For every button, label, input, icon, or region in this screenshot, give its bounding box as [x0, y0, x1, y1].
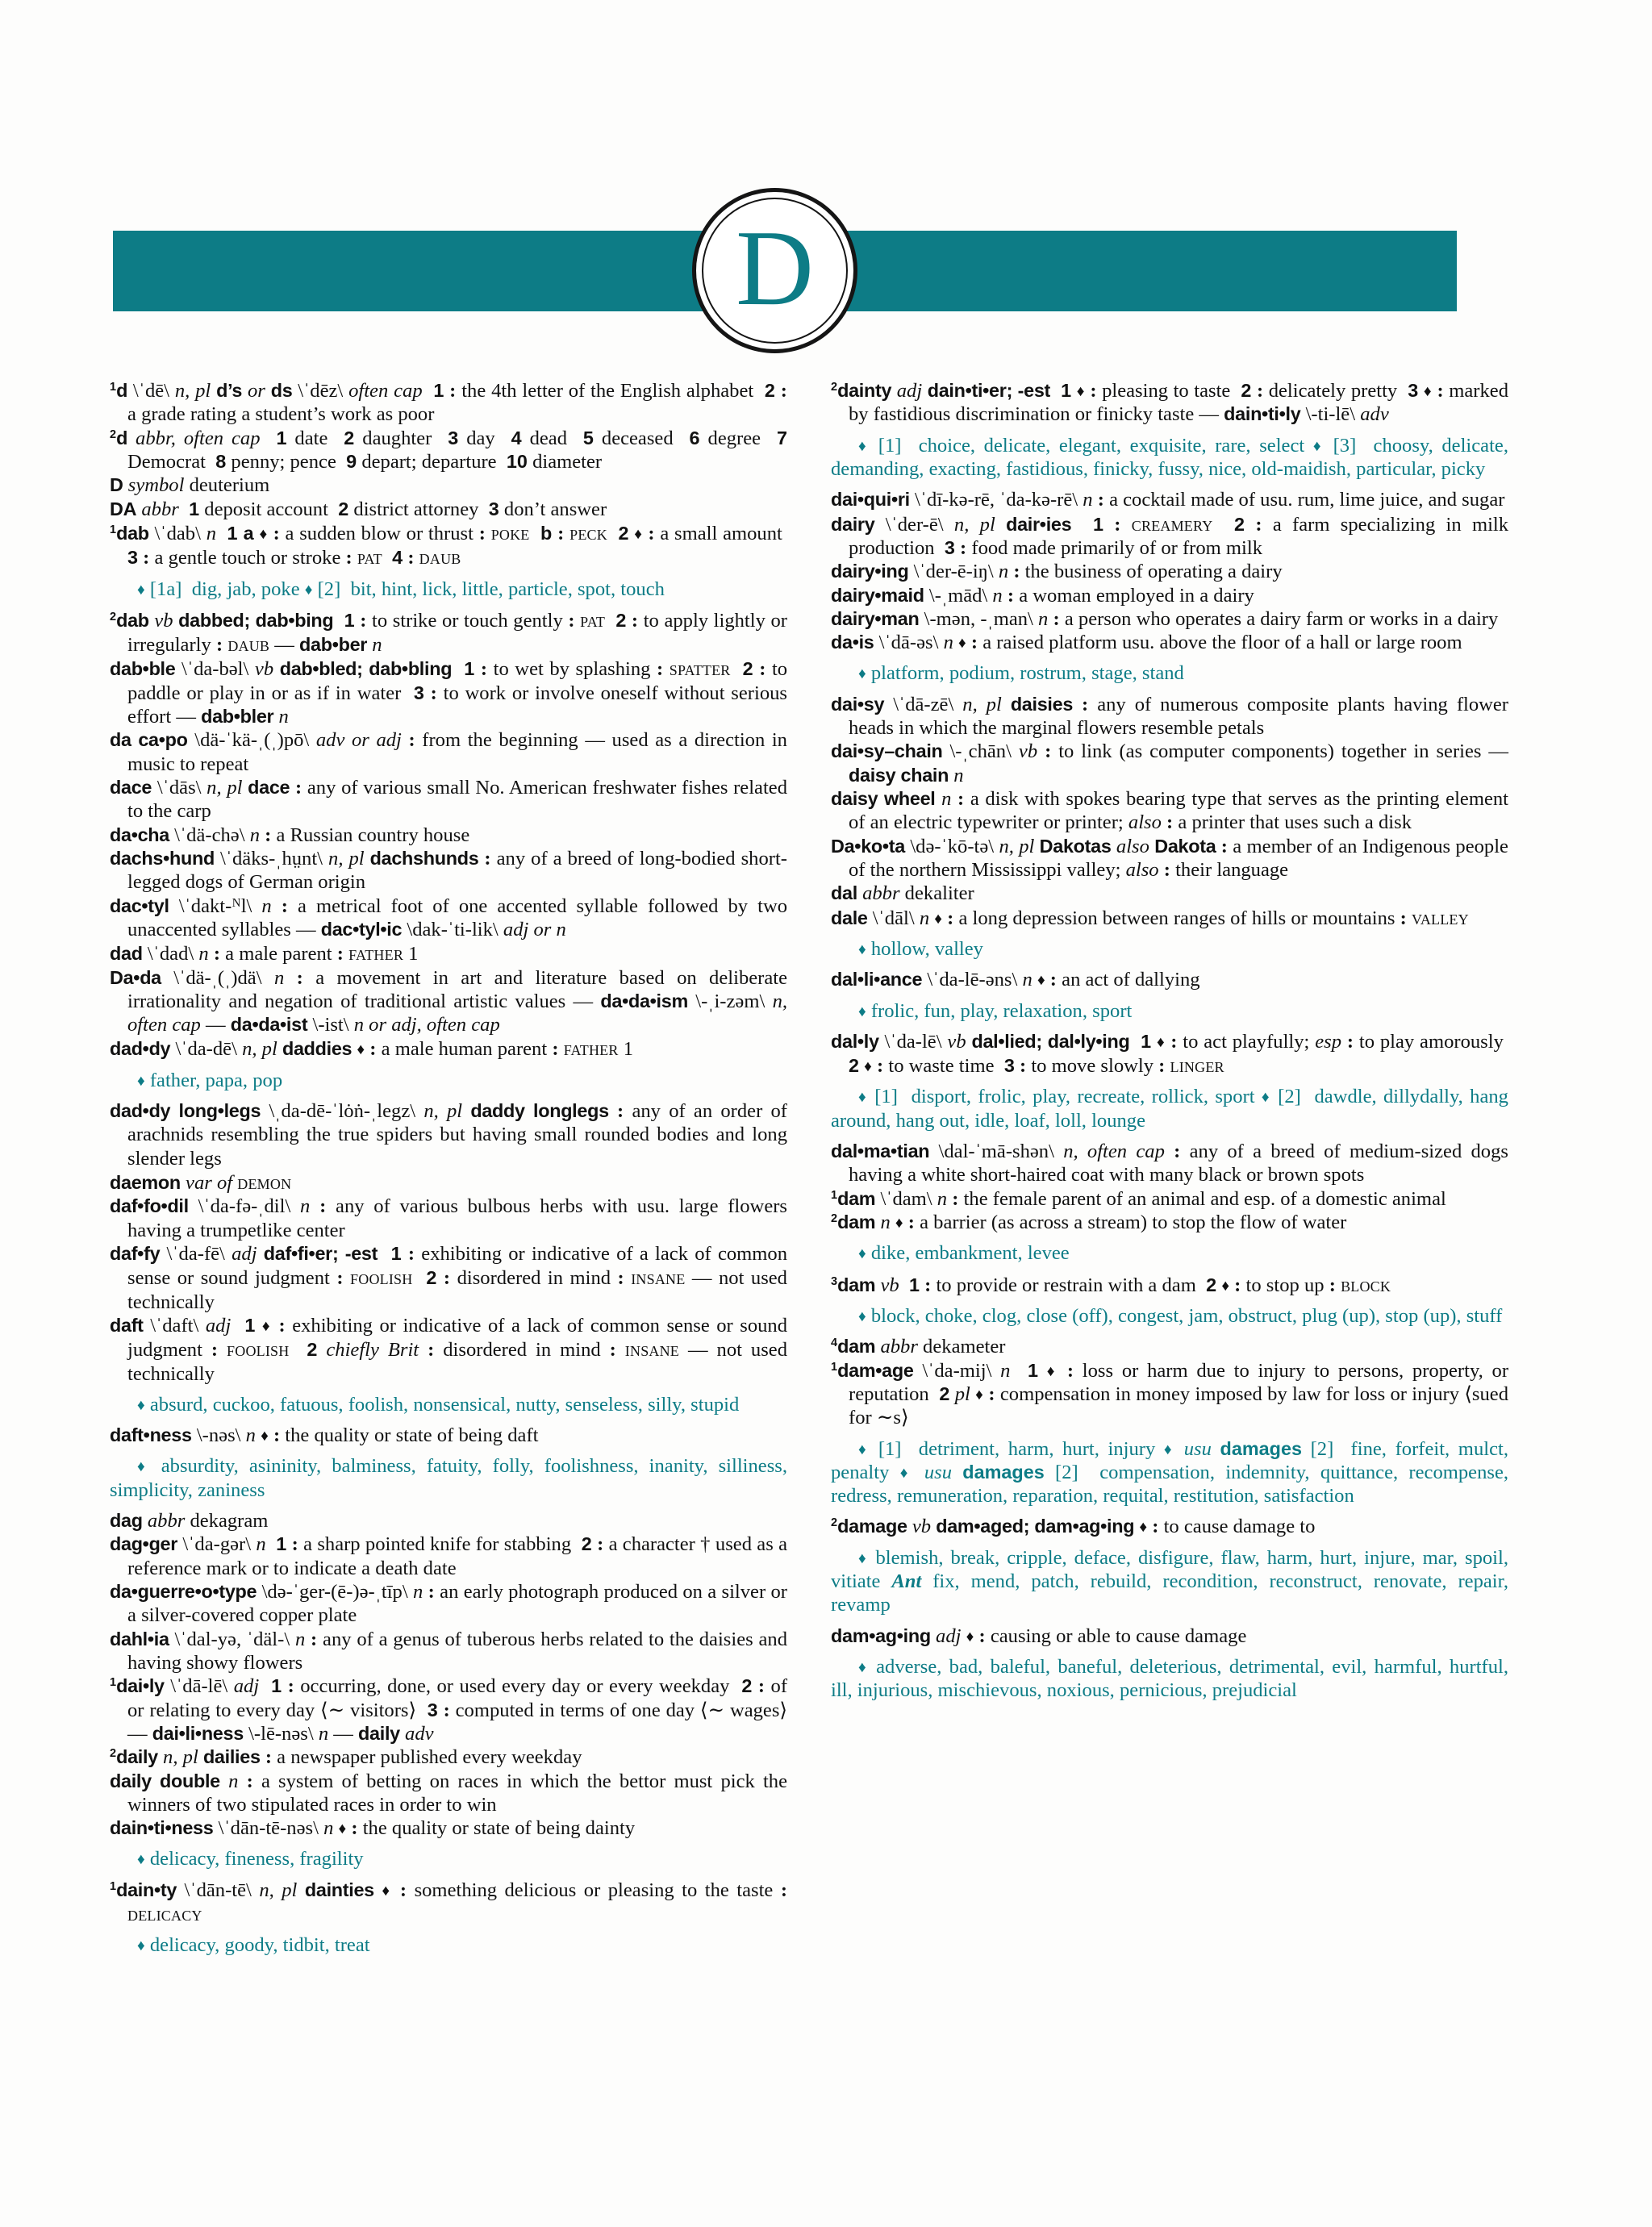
dictionary-entry: dairy•maid \-ˌmād\ n : a woman employed in a dairy	[831, 584, 1254, 607]
dictionary-entry: $^1$dai•ly \ˈdā-lē\ adj 1 : occurring, done, or used every day or every weekday 2 : of or relating to every day ⟨∼ visitors⟩ 3 : computed in terms of one day ⟨∼ wages⟩ — dai•li•ness \-lē-nəs\ n — daily adv	[110, 1675, 788, 1745]
synonym-line: ♦ delicacy, goody, tidbit, treat	[137, 1934, 370, 1957]
left-column	[110, 379, 787, 1965]
dictionary-entry: da•cha \ˈdä-chə\ n : a Russian country house	[110, 824, 470, 846]
synonym-line: ♦ absurdity, asininity, balminess, fatuity, folly, foolishness, inanity, silliness, simplicity, zaniness	[110, 1455, 787, 1501]
letter-medallion	[692, 188, 857, 353]
dictionary-entry: $^2$damage vb dam•aged; dam•ag•ing ♦ : to cause damage to	[831, 1516, 1316, 1538]
dictionary-entry: dal•ly \ˈda-lē\ vb dal•lied; dal•ly•ing 1 ♦ : to act playfully; esp : to play amorously 2 ♦ : to waste time 3 : to move slowly : linger	[831, 1030, 1509, 1078]
dictionary-entry: DA abbr 1 deposit account 2 district attorney 3 don’t answer	[110, 498, 607, 520]
synonym-line: ♦ delicacy, fineness, fragility	[137, 1848, 364, 1870]
synonym-line: ♦ hollow, valley	[858, 937, 983, 960]
dictionary-entry: dain•ti•ness \ˈdān-tē-nəs\ n ♦ : the quality or state of being dainty	[110, 1817, 636, 1840]
synonym-line: ♦ block, choke, clog, close (off), congest, jam, obstruct, plug (up), stop (up), stuff	[858, 1304, 1503, 1327]
dictionary-entry: daisy wheel n : a disk with spokes bearing type that serves as the printing element of an electric typewriter or printer; also : a printer that uses such a disk	[831, 788, 1508, 834]
dictionary-entry: daf•fy \ˈda-fē\ adj daf•fi•er; -est 1 : exhibiting or indicative of a lack of common sense or sound judgment : foolish 2 : disordered in mind : insane — not used technically	[110, 1242, 788, 1313]
dictionary-entry: dai•sy–chain \-ˌchān\ vb : to link (as computer components) together in series — daisy chain n	[831, 740, 1509, 786]
synonym-line: ♦ platform, podium, rostrum, stage, stand	[858, 662, 1184, 685]
dictionary-entry: $^2$dainty adj dain•ti•er; -est 1 ♦ : pleasing to taste 2 : delicately pretty 3 ♦ : marked by fastidious discrimination or finicky taste — dain•ti•ly \-ti-lē\ adv	[831, 380, 1508, 426]
dictionary-entry: daf•fo•dil \ˈda-fə-ˌdil\ n : any of various bulbous herbs with usu. large flowers having a trumpetlike center	[110, 1195, 787, 1241]
dictionary-entry: dal•li•ance \ˈda-lē-əns\ n ♦ : an act of dallying	[831, 969, 1200, 991]
synonym-line: ♦ adverse, bad, baleful, baneful, deleterious, detrimental, evil, harmful, hurtful, ill, injurious, mischievous, noxious, pernicious, prejudicial	[831, 1656, 1508, 1702]
dictionary-entry: $^1$dain•ty \ˈdān-tē\ n, pl dainties ♦ : something delicious or pleasing to the taste : delicacy	[110, 1879, 788, 1926]
dictionary-entry: $^2$daily n, pl dailies : a newspaper published every weekday	[110, 1746, 582, 1769]
dictionary-entry: $^1$dam•age \ˈda-mij\ n 1 ♦ : loss or harm due to injury to persons, property, or reputation 2 pl ♦ : compensation in money imposed by law for loss or injury ⟨sued for ∼s⟩	[831, 1359, 1509, 1429]
synonym-line: ♦ dike, embankment, levee	[858, 1242, 1070, 1265]
dictionary-entry: dad•dy long•legs \ˌda-dē-ˈlȯṅ-ˌlegz\ n, pl daddy longlegs : any of an order of arachnids resembling the true spiders but having small rounded bodies and long slender legs	[110, 1100, 787, 1170]
dictionary-entry: dace \ˈdās\ n, pl dace : any of various small No. American freshwater fishes related to the carp	[110, 777, 787, 823]
synonym-line: ♦ father, papa, pop	[137, 1069, 283, 1091]
dictionary-entry: Da•ko•ta \də-ˈkō-tə\ n, pl Dakotas also Dakota : a member of an Indigenous people of the northern Mississippi valley; also : their language	[831, 835, 1508, 881]
page-banner	[0, 0, 1652, 339]
dictionary-entry: da•is \ˈdā-əs\ n ♦ : a raised platform usu. above the floor of a hall or large room	[831, 632, 1462, 654]
dictionary-entry: dal abbr dekaliter	[831, 882, 974, 905]
dictionary-entry: $^1$dab \ˈdab\ n 1 a ♦ : a sudden blow or thrust : poke b : peck 2 ♦ : a small amount 3 : a gentle touch or stroke : pat 4 : daub	[110, 521, 788, 569]
dictionary-entry: dahl•ia \ˈdal-yə, ˈdäl-\ n : any of a genus of tuberous herbs related to the daisies and having showy flowers	[110, 1628, 787, 1674]
dictionary-entry: $^4$dam abbr dekameter	[831, 1336, 1006, 1358]
dictionary-entry: $^2$dab vb dabbed; dab•bing 1 : to strike or touch gently : pat 2 : to apply lightly or irregularly : daub — dab•ber n	[110, 608, 787, 657]
dictionary-entry: Da•da \ˈdä-ˌ(ˌ)dä\ n : a movement in art and literature based on deliberate irrationality and negation of traditional artistic values — da•da•ism \-ˌi-zəm\ n, often cap — da•da•ist \-ist\ n or adj, often cap	[110, 966, 788, 1036]
dictionary-entry: dab•ble \ˈda-bəl\ vb dab•bled; dab•bling 1 : to wet by splashing : spatter 2 : to paddle or play in or as if in water 3 : to work or involve oneself without serious effort — dab•bler n	[110, 657, 788, 728]
dictionary-entry: daily double n : a system of betting on races in which the bettor must pick the winners of two stipulated races in order to win	[110, 1770, 788, 1816]
dictionary-entry: daft \ˈdaft\ adj 1 ♦ : exhibiting or indicative of a lack of common sense or sound judgment : foolish 2 chiefly Brit : disordered in mind : insane — not used technically	[110, 1314, 788, 1385]
synonym-line: ♦ [1] choice, delicate, elegant, exquisite, rare, select ♦ [3] choosy, delicate, demanding, exacting, fastidious, finicky, fussy, nice, old-maidish, particular, picky	[831, 434, 1508, 480]
synonym-line: ♦ [1a] dig, jab, poke ♦ [2] bit, hint, lick, little, particle, spot, touch	[137, 578, 665, 600]
dictionary-entry: dale \ˈdāl\ n ♦ : a long depression between ranges of hills or mountains : valley	[831, 906, 1469, 929]
dictionary-entry: $^2$d abbr, often cap 1 date 2 daughter 3 day 4 dead 5 deceased 6 degree 7 Democrat 8 penny; pence 9 depart; departure 10 diameter	[110, 427, 787, 473]
dictionary-entry: dam•ag•ing adj ♦ : causing or able to cause damage	[831, 1624, 1247, 1647]
dictionary-entry: dal•ma•tian \dal-ˈmā-shən\ n, often cap : any of a breed of medium-sized dogs having a white short-haired coat with many black or brown spots	[831, 1141, 1508, 1186]
dictionary-entry: dai•sy \ˈdā-zē\ n, pl daisies : any of numerous composite plants having flower heads in which the marginal flowers resemble petals	[831, 693, 1509, 740]
dictionary-entry: daft•ness \-nəs\ n ♦ : the quality or state of being daft	[110, 1424, 539, 1447]
synonym-line: ♦ [1] detriment, harm, hurt, injury ♦ usu damages [2] fine, forfeit, mulct, penalty ♦ usu damages [2] compensation, indemnity, quittance, recompense, redress, remuneration, reparation, requital, restitution, satisfaction	[831, 1437, 1509, 1508]
dictionary-entry: dachs•hund \ˈdäks-ˌhṳnt\ n, pl dachshunds : any of a breed of long-bodied short-legged dogs of German origin	[110, 847, 787, 894]
medallion-letter: D	[736, 207, 814, 327]
synonym-line: ♦ blemish, break, cripple, deface, disfigure, flaw, harm, hurt, injure, mar, spoil, vitiate Ant fix, mend, patch, rebuild, recondition, reconstruct, renovate, repair, revamp	[831, 1546, 1508, 1616]
dictionary-entry: dai•qui•ri \ˈdī-kə-rē, ˈda-kə-rē\ n : a cocktail made of usu. rum, lime juice, and sugar	[831, 489, 1505, 511]
dictionary-entry: dairy \ˈder-ē\ n, pl dair•ies 1 : creamery 2 : a farm specializing in milk production 3 : food made primarily of or from milk	[831, 512, 1509, 559]
dictionary-entry: dac•tyl \ˈdakt-ᴺl\ n : a metrical foot of one accented syllable followed by two unaccented syllables — dac•tyl•ic \dak-ˈti-lik\ adj or n	[110, 895, 787, 940]
dictionary-entry: dad•dy \ˈda-dē\ n, pl daddies ♦ : a male human parent : father 1	[110, 1037, 634, 1061]
dictionary-entry: $^2$dam n ♦ : a barrier (as across a stream) to stop the flow of water	[831, 1212, 1347, 1233]
synonym-line: ♦ frolic, fun, play, relaxation, sport	[858, 999, 1133, 1022]
dictionary-entry: daemon var of demon	[110, 1171, 292, 1194]
dictionary-entry: $^1$d \ˈdē\ n, pl d’s or ds \ˈdēz\ often cap 1 : the 4th letter of the English alphabet 2 : a grade rating a student’s work as poor	[110, 380, 787, 426]
dictionary-entry: $^3$dam vb 1 : to provide or restrain with a dam 2 ♦ : to stop up : block	[831, 1273, 1391, 1296]
synonym-line: ♦ [1] disport, frolic, play, recreate, rollick, sport ♦ [2] dawdle, dillydally, hang around, hang out, idle, loaf, loll, lounge	[831, 1086, 1508, 1132]
dictionary-entry: dairy•ing \ˈder-ē-iŋ\ n : the business of operating a dairy	[831, 561, 1283, 583]
dictionary-entry: da ca•po \dä-ˈkä-ˌ(ˌ)pō\ adv or adj : from the beginning — used as a direction in music to repeat	[110, 729, 787, 775]
synonym-line: ♦ absurd, cuckoo, fatuous, foolish, nonsensical, nutty, senseless, silly, stupid	[137, 1393, 740, 1416]
dictionary-entry: dairy•man \-mən, -ˌman\ n : a person who operates a dairy farm or works in a dairy	[831, 607, 1499, 630]
dictionary-entry: $^1$dam \ˈdam\ n : the female parent of an animal and esp. of a domestic animal	[831, 1187, 1446, 1210]
dictionary-entry: dag•ger \ˈda-gər\ n 1 : a sharp pointed knife for stabbing 2 : a character † used as a reference mark or to indicate a death date	[110, 1533, 788, 1579]
dictionary-entry: da•guerre•o•type \də-ˈger-(ē-)ə-ˌtīp\ n : an early photograph produced on a silver or a silver-covered copper plate	[110, 1581, 787, 1627]
page-columns	[0, 379, 1652, 1965]
dictionary-entry: dag abbr dekagram	[110, 1510, 269, 1533]
right-column	[831, 379, 1508, 1965]
dictionary-entry: dad \ˈdad\ n : a male parent : father 1	[110, 942, 419, 965]
dictionary-entry: D symbol deuterium	[110, 474, 270, 497]
